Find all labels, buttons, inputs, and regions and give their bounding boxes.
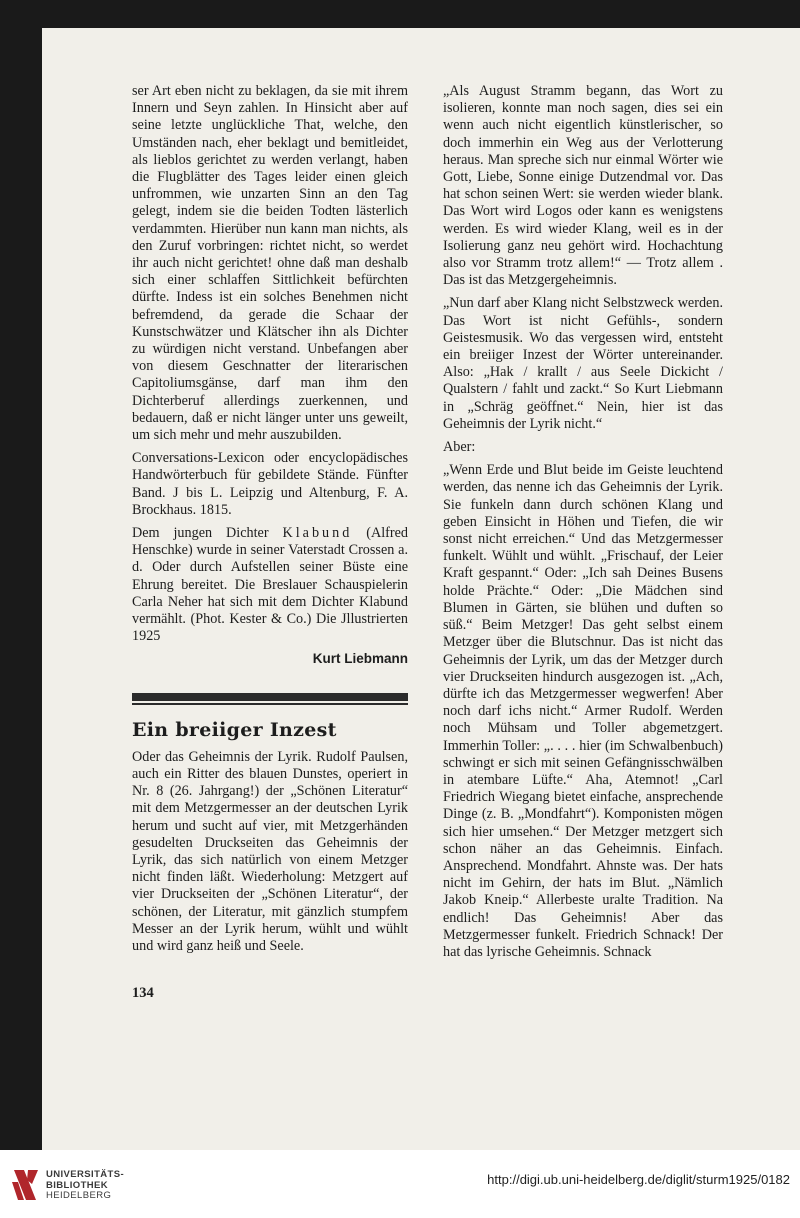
klabund-name: Klabund — [282, 525, 353, 542]
left-paragraph-1: ser Art eben nicht zu beklagen, da sie mit ihrem Innern und Seyn zahlen. In Hinsicht aber auf seine letzte unglückliche That, welche, den Umständen nach, eher beklagt und bemitleidet, als lieblos gerichtet zu werden verlangt, haben die Flugblätter des Tages leider einen gleich unfrommen, wie unzarten Sinn an den Tag gelegt, indem sie die beiden Todten lästerlich verdammten. Hierüber nun kann man nichts, als den Zuruf vorbringen: richtet nicht, so werdet ihr auch nicht gerichtet! ohne daß man deshalb sich einer schlaffen Sittlichkeit befürchten dürfte. Indess ist ein solches Benehmen nicht befremdend, da gerade die Schaar der Kunstschwätzer und Klätscher ihn als Dichter zu würdigen nicht verstand. Unbefangen aber von diesem Geschnatter der literarischen Capitoliumsgänse, darf man ihm den Dichterberuf allerdings zuerkennen, und bedauern, daß er nicht länger unter uns geweilt, um sich mehr und mehr auszubilden. — [132, 83, 408, 444]
right-column — [443, 83, 723, 963]
left-column — [132, 83, 408, 957]
document-page — [42, 28, 800, 1150]
klabund-text: (Alfred Henschke) wurde in seiner Vaterstadt Crossen a. d. Oder durch Aufstellen seiner Büste eine Ehrung bereitet. Die Breslauer Schauspielerin Carla Neher hat sich mit dem Dichter Klabund vermählt. (Phot. Kester & Co.) Die Jllustrierten 1925 — [132, 525, 408, 645]
library-line-3: HEIDELBERG — [46, 1190, 112, 1201]
page-number: 134 — [132, 985, 154, 1001]
right-paragraph-2: „Nun darf aber Klang nicht Selbstzweck werden. Das Wort ist nicht Gefühls-, sondern Geistesmusik. Wo das vergessen wird, entsteht ein breiiger Inzest der Wörter untereinander. Also: „Hak / krallt / aus Seele Dickicht / Qualstern / fahlt und zackt.“ So Kurt Liebmann in „Schräg geöffnet.“ Nein, hier ist das Geheimnis der Lyrik nicht.“ — [443, 295, 723, 432]
library-line-2: BIBLIOTHEK — [46, 1179, 109, 1191]
right-paragraph-4: „Wenn Erde und Blut beide im Geiste leuchtend werden, das nenne ich das Geheimnis der Lyrik. Sie funkeln dann durch schönen Klang und geben Einsicht in Höhen und Tiefen, die wir sonst nicht erreichen.“ Und das Metzgermesser funkelt. Wühlt und wühlt. „Frischauf, der Leier Kraft gespannt.“ Oder: „Ich sah Deines Busens holde Prächte.“ Oder: „Die Mädchen sind Blumen in Gärten, sie blühen und duften so süß.“ Beim Metzger! Das geht selbst einem Metzger über die Blutschnur. Das ist nicht das Geheimnis der Lyrik, um das der Metzger durch vier Druckseiten hindurch ausgezogen ist. „Ach, dürfte ich das Metzgermesser wegwerfen! Aber noch darf ichs nicht.“ Armer Rudolf. Werden noch Mühsam und Toller abgemetzgert. Immerhin Toller: „. . . . hier (im Schwalbenbuch) schwingt er sich mit seinen Gefängnisschwälben in atembare Lüfte.“ Aha, Atemnot! „Carl Friedrich Wiegang bietet einfache, ansprechende Dinge (z. B. „Mondfahrt“). Komponisten mögen sich hier umsehen.“ Der Metzger metzgert sich schon näher an das Geheimnis. Einfach. Ansprechend. Mondfahrt. Ahnste was. Der hats nicht im Gehirn, der hats im Blut. „Nämlich Jakob Kneip.“ Allerbeste uralte Tradition. Na endlich! Das Geheimnis! Aber das Metzgermesser funkelt. Friedrich Schnack! Der hat das lyrische Geheimnis. Schnack — [443, 462, 723, 960]
left-paragraph-3 — [132, 525, 408, 645]
article-heading: Ein breiiger Inzest — [132, 718, 337, 741]
library-name[interactable] — [46, 1170, 124, 1202]
footer-bar — [0, 1150, 800, 1218]
left-paragraph-2: Conversations-Lexicon oder encyclopädisches Handwörterbuch für gebildete Stände. Fünfter Band. J bis L. Leipzig und Altenburg, F. A. Brockhaus. 1815. — [132, 450, 408, 518]
right-paragraph-3: Aber: — [443, 439, 476, 456]
section-divider-thick — [132, 693, 408, 701]
right-paragraph-1: „Als August Stramm begann, das Wort zu isolieren, konnte man noch sagen, dies sei ein wenn auch nicht eigentlich künstlerischer, so doch immerhin ein Weg aus der Verlotterung heraus. Man spreche sich nur einmal Wörter wie Gott, Liebe, Sonne einige Dutzendmal vor. Das hat schon seinen Wert: sie werden wieder blank. Das Wort wird Logos oder kann es wenigstens werden. Es wird wieder Klang, weil es in der Isolierung ganz neu gehört wird. Hochachtung also vor Stramm trotz allem!“ — Trotz allem . Das ist das Metzgergeheimnis. — [443, 83, 723, 289]
document-url-link[interactable]: http://digi.ub.uni-heidelberg.de/diglit/sturm1925/0182 — [487, 1172, 790, 1187]
author-signature: Kurt Liebmann — [312, 650, 408, 666]
library-line-1: UNIVERSITÄTS- — [46, 1169, 125, 1180]
section-divider-thin — [132, 703, 408, 705]
library-logo-icon[interactable] — [10, 1168, 40, 1202]
left-paragraph-4: Oder das Geheimnis der Lyrik. Rudolf Paulsen, auch ein Ritter des blauen Dunstes, operiert in Nr. 8 (26. Jahrgang!) der „Schönen Literatur“ mit dem Metzgermesser an der deutschen Lyrik herum und sucht auf vier, mit Metzgerhänden gesudelten Druckseiten das Geheimnis der Lyrik, das sich natürlich von einem Metzger nicht finden läßt. Wiederholung: Metzgert auf vier Druckseiten der „Schönen Literatur“, der schönen, der Literatur, mit gänzlich stumpfem Messer an der Lyrik herum, wühlt und wühlt und wird ganz heiß und Seele. — [132, 748, 408, 954]
klabund-intro: Dem jungen Dichter — [132, 525, 283, 542]
